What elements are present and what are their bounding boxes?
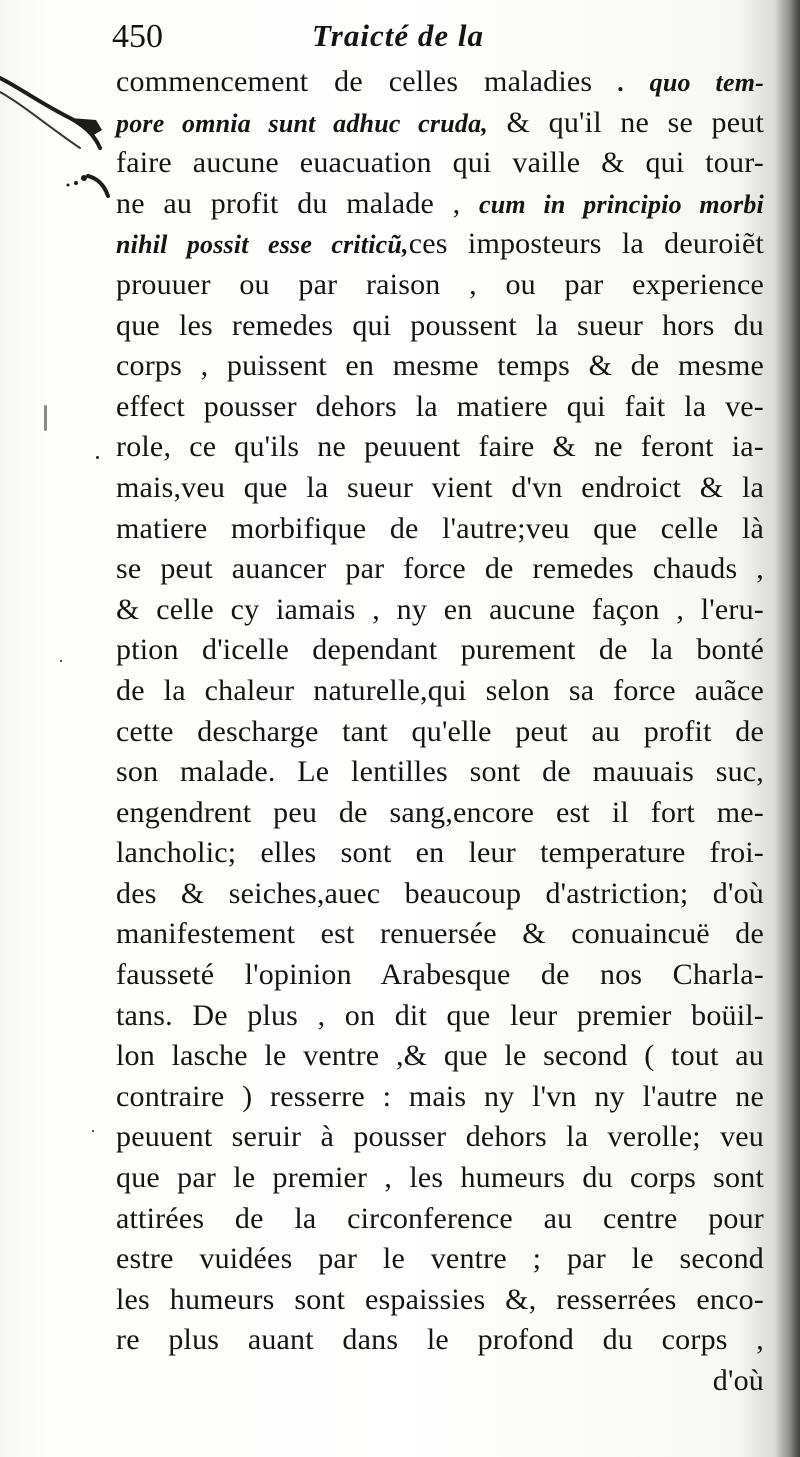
text-line [116, 1077, 764, 1118]
text-segment: engendrent peu de sang,encore est il fort me- [116, 795, 764, 829]
latin-phrase: pore omnia sunt adhuc cruda, [116, 108, 488, 138]
ink-speck [92, 1130, 94, 1132]
text-line [116, 1361, 764, 1402]
text-segment: ne au profit du malade , [116, 186, 480, 220]
running-title: Traicté de la [312, 18, 484, 53]
text-segment: manifestement est renuersée & conuaincuë de [116, 917, 764, 951]
text-segment: corps , puissent en mesme temps & de mesme [116, 349, 764, 383]
text-line [116, 630, 764, 671]
text-line [116, 590, 764, 631]
text-segment: lancholic; elles sont en leur temperature froi- [116, 836, 764, 870]
text-line [116, 509, 764, 550]
text-line [116, 1117, 764, 1158]
text-segment: matiere morbifique de l'autre;veu que celle là [116, 511, 764, 545]
text-line [116, 914, 764, 955]
text-line [116, 62, 764, 103]
text-segment: peuuent seruir à pousser dehors la verolle; veu [116, 1120, 764, 1154]
text-segment: faire aucune euacuation qui vaille & qui tour- [116, 146, 764, 180]
page-number: 450 [112, 18, 163, 55]
text-line [116, 387, 764, 428]
latin-phrase: . quo tem- [618, 68, 764, 97]
text-segment: effect pousser dehors la matiere qui fait la ve- [116, 389, 764, 423]
ink-speck [96, 456, 99, 459]
latin-phrase: cum in principio morbi [479, 189, 764, 219]
text-segment: ption d'icelle dependant purement de la bonté [116, 633, 764, 667]
text-line [116, 793, 764, 834]
text-segment: son malade. Le lentilles sont de mauuais suc, [116, 755, 764, 789]
text-line [116, 996, 764, 1037]
text-line [116, 346, 764, 387]
text-line [116, 1036, 764, 1077]
text-line [116, 712, 764, 753]
text-line [116, 955, 764, 996]
text-segment: & qu'il ne se peut [487, 105, 764, 139]
text-segment: commencement de celles maladies [116, 65, 619, 98]
latin-phrase: nihil possit esse criticũ, [116, 230, 409, 260]
text-segment: estre vuidées par le ventre ; par le second [116, 1242, 764, 1276]
text-segment: les humeurs sont espaissies &, resserrées enco- [116, 1282, 764, 1316]
text-segment: lon lasche le ventre ,& que le second ( tout au [116, 1039, 764, 1073]
body-text [116, 62, 764, 1402]
text-segment: que les remedes qui poussent la sueur hors du [116, 308, 764, 342]
text-segment: fausseté l'opinion Arabesque de nos Charla- [116, 958, 764, 992]
text-segment: ces imposteurs la deuroiẽt [408, 227, 765, 261]
text-line [116, 103, 764, 144]
text-line [116, 874, 764, 915]
text-segment: des & seiches,auec beaucoup d'astriction; d'où [116, 876, 764, 910]
text-segment: mais,veu que la sueur vient d'vn endroict & la [116, 470, 764, 504]
ink-speck [44, 405, 47, 431]
text-line [116, 306, 764, 347]
text-line [116, 671, 764, 712]
text-segment: cette descharge tant qu'elle peut au profit de [116, 714, 764, 748]
page-edge-shadow [774, 0, 800, 1457]
text-line [116, 752, 764, 793]
text-line [116, 184, 764, 225]
text-segment: que par le premier , les humeurs du corps sont [116, 1161, 764, 1195]
text-line [116, 143, 764, 184]
text-line [116, 1320, 764, 1361]
ink-smudge-mark [0, 58, 120, 208]
text-line [116, 1280, 764, 1321]
text-segment: de la chaleur naturelle,qui selon sa force auãce [116, 673, 764, 707]
text-segment: attirées de la circonference au centre pour [116, 1201, 764, 1235]
text-line [116, 265, 764, 306]
text-segment: & celle cy iamais , ny en aucune façon , l'eru- [116, 592, 764, 626]
text-line [116, 468, 764, 509]
text-line [116, 427, 764, 468]
text-segment: d'où [712, 1364, 764, 1397]
text-line [116, 1199, 764, 1240]
text-line [116, 224, 764, 265]
text-segment: se peut auancer par force de remedes chauds , [116, 552, 764, 586]
text-line [116, 1158, 764, 1199]
text-segment: contraire ) resserre : mais ny l'vn ny l'autre ne [116, 1079, 764, 1113]
text-segment: re plus auant dans le profond du corps , [116, 1323, 764, 1357]
text-line [116, 1239, 764, 1280]
ink-speck [60, 660, 62, 662]
text-line [116, 833, 764, 874]
text-segment: role, ce qu'ils ne peuuent faire & ne feront ia- [116, 430, 764, 464]
text-segment: tans. De plus , on dit que leur premier boüil- [116, 998, 764, 1032]
text-segment: prouuer ou par raison , ou par experience [116, 267, 764, 301]
page-header [112, 14, 752, 64]
text-line [116, 549, 764, 590]
